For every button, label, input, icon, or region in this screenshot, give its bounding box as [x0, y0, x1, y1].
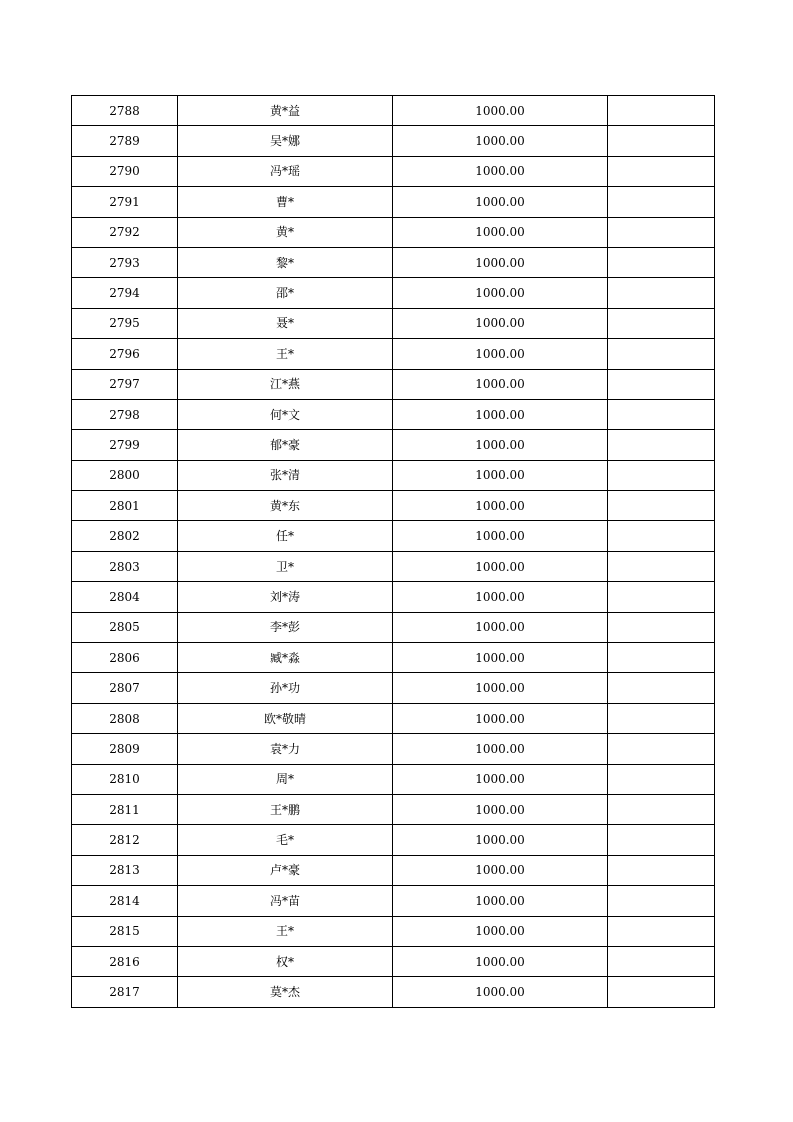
- name-cell: 卫*: [178, 551, 393, 581]
- table-row: [72, 855, 715, 885]
- table-row: [72, 430, 715, 460]
- amount-cell: 1000.00: [393, 126, 608, 156]
- table-row: [72, 187, 715, 217]
- name-cell: 冯*瑶: [178, 156, 393, 186]
- note-cell: [608, 551, 715, 581]
- name-cell: 李*彭: [178, 612, 393, 642]
- amount-cell: 1000.00: [393, 187, 608, 217]
- table-row: [72, 399, 715, 429]
- amount-cell: 1000.00: [393, 278, 608, 308]
- table-row: [72, 551, 715, 581]
- note-cell: [608, 187, 715, 217]
- amount-cell: 1000.00: [393, 764, 608, 794]
- name-cell: 臧*淼: [178, 643, 393, 673]
- table-row: [72, 825, 715, 855]
- name-cell: 欧*敬晴: [178, 703, 393, 733]
- row-number-cell: 2800: [72, 460, 178, 490]
- amount-cell: 1000.00: [393, 399, 608, 429]
- name-cell: 莫*杰: [178, 977, 393, 1007]
- table-row: [72, 886, 715, 916]
- name-cell: 任*: [178, 521, 393, 551]
- row-number-cell: 2801: [72, 491, 178, 521]
- amount-cell: 1000.00: [393, 855, 608, 885]
- note-cell: [608, 886, 715, 916]
- table-row: [72, 339, 715, 369]
- name-cell: 郁*豪: [178, 430, 393, 460]
- table-row: [72, 946, 715, 976]
- amount-cell: 1000.00: [393, 946, 608, 976]
- amount-cell: 1000.00: [393, 582, 608, 612]
- note-cell: [608, 278, 715, 308]
- row-number-cell: 2799: [72, 430, 178, 460]
- amount-cell: 1000.00: [393, 825, 608, 855]
- note-cell: [608, 491, 715, 521]
- note-cell: [608, 96, 715, 126]
- row-number-cell: 2792: [72, 217, 178, 247]
- note-cell: [608, 156, 715, 186]
- row-number-cell: 2807: [72, 673, 178, 703]
- note-cell: [608, 308, 715, 338]
- amount-cell: 1000.00: [393, 369, 608, 399]
- amount-cell: 1000.00: [393, 916, 608, 946]
- note-cell: [608, 764, 715, 794]
- note-cell: [608, 612, 715, 642]
- name-cell: 何*文: [178, 399, 393, 429]
- table-row: [72, 369, 715, 399]
- amount-cell: 1000.00: [393, 156, 608, 186]
- amount-cell: 1000.00: [393, 734, 608, 764]
- note-cell: [608, 126, 715, 156]
- table-row: [72, 126, 715, 156]
- name-cell: 毛*: [178, 825, 393, 855]
- note-cell: [608, 916, 715, 946]
- row-number-cell: 2790: [72, 156, 178, 186]
- amount-cell: 1000.00: [393, 491, 608, 521]
- row-number-cell: 2812: [72, 825, 178, 855]
- row-number-cell: 2813: [72, 855, 178, 885]
- name-cell: 江*燕: [178, 369, 393, 399]
- note-cell: [608, 703, 715, 733]
- row-number-cell: 2789: [72, 126, 178, 156]
- row-number-cell: 2797: [72, 369, 178, 399]
- name-cell: 黎*: [178, 247, 393, 277]
- row-number-cell: 2816: [72, 946, 178, 976]
- note-cell: [608, 369, 715, 399]
- amount-cell: 1000.00: [393, 247, 608, 277]
- row-number-cell: 2808: [72, 703, 178, 733]
- note-cell: [608, 794, 715, 824]
- note-cell: [608, 643, 715, 673]
- table-row: [72, 916, 715, 946]
- row-number-cell: 2788: [72, 96, 178, 126]
- table-row: [72, 156, 715, 186]
- row-number-cell: 2811: [72, 794, 178, 824]
- amount-cell: 1000.00: [393, 96, 608, 126]
- name-cell: 卢*豪: [178, 855, 393, 885]
- row-number-cell: 2795: [72, 308, 178, 338]
- amount-cell: 1000.00: [393, 886, 608, 916]
- table-row: [72, 612, 715, 642]
- row-number-cell: 2798: [72, 399, 178, 429]
- name-cell: 孙*功: [178, 673, 393, 703]
- table-row: [72, 460, 715, 490]
- amount-cell: 1000.00: [393, 703, 608, 733]
- name-cell: 黄*益: [178, 96, 393, 126]
- amount-cell: 1000.00: [393, 460, 608, 490]
- table-row: [72, 247, 715, 277]
- row-number-cell: 2814: [72, 886, 178, 916]
- table-row: [72, 521, 715, 551]
- table-row: [72, 96, 715, 126]
- amount-cell: 1000.00: [393, 217, 608, 247]
- row-number-cell: 2806: [72, 643, 178, 673]
- amount-cell: 1000.00: [393, 612, 608, 642]
- table-row: [72, 582, 715, 612]
- note-cell: [608, 734, 715, 764]
- amount-cell: 1000.00: [393, 673, 608, 703]
- amount-cell: 1000.00: [393, 430, 608, 460]
- row-number-cell: 2804: [72, 582, 178, 612]
- note-cell: [608, 339, 715, 369]
- name-cell: 王*: [178, 339, 393, 369]
- amount-cell: 1000.00: [393, 977, 608, 1007]
- row-number-cell: 2793: [72, 247, 178, 277]
- table-body: [72, 96, 715, 1008]
- row-number-cell: 2794: [72, 278, 178, 308]
- row-number-cell: 2802: [72, 521, 178, 551]
- name-cell: 黄*: [178, 217, 393, 247]
- name-cell: 权*: [178, 946, 393, 976]
- table-row: [72, 764, 715, 794]
- table-row: [72, 977, 715, 1007]
- row-number-cell: 2817: [72, 977, 178, 1007]
- table-row: [72, 794, 715, 824]
- note-cell: [608, 247, 715, 277]
- name-cell: 吴*娜: [178, 126, 393, 156]
- row-number-cell: 2810: [72, 764, 178, 794]
- table-row: [72, 643, 715, 673]
- row-number-cell: 2805: [72, 612, 178, 642]
- table-row: [72, 308, 715, 338]
- name-cell: 曹*: [178, 187, 393, 217]
- table-row: [72, 491, 715, 521]
- row-number-cell: 2815: [72, 916, 178, 946]
- recipient-table: [71, 95, 715, 1008]
- table-row: [72, 673, 715, 703]
- note-cell: [608, 430, 715, 460]
- row-number-cell: 2796: [72, 339, 178, 369]
- amount-cell: 1000.00: [393, 308, 608, 338]
- name-cell: 张*清: [178, 460, 393, 490]
- amount-cell: 1000.00: [393, 339, 608, 369]
- table-row: [72, 217, 715, 247]
- amount-cell: 1000.00: [393, 794, 608, 824]
- table-row: [72, 734, 715, 764]
- name-cell: 袁*力: [178, 734, 393, 764]
- amount-cell: 1000.00: [393, 643, 608, 673]
- row-number-cell: 2791: [72, 187, 178, 217]
- name-cell: 王*: [178, 916, 393, 946]
- note-cell: [608, 460, 715, 490]
- table-row: [72, 703, 715, 733]
- note-cell: [608, 825, 715, 855]
- name-cell: 黄*东: [178, 491, 393, 521]
- row-number-cell: 2809: [72, 734, 178, 764]
- table-row: [72, 278, 715, 308]
- note-cell: [608, 399, 715, 429]
- name-cell: 邵*: [178, 278, 393, 308]
- note-cell: [608, 217, 715, 247]
- amount-cell: 1000.00: [393, 551, 608, 581]
- row-number-cell: 2803: [72, 551, 178, 581]
- name-cell: 王*鹏: [178, 794, 393, 824]
- name-cell: 聂*: [178, 308, 393, 338]
- note-cell: [608, 855, 715, 885]
- note-cell: [608, 977, 715, 1007]
- note-cell: [608, 673, 715, 703]
- amount-cell: 1000.00: [393, 521, 608, 551]
- note-cell: [608, 582, 715, 612]
- note-cell: [608, 521, 715, 551]
- name-cell: 刘*涛: [178, 582, 393, 612]
- name-cell: 周*: [178, 764, 393, 794]
- note-cell: [608, 946, 715, 976]
- name-cell: 冯*苗: [178, 886, 393, 916]
